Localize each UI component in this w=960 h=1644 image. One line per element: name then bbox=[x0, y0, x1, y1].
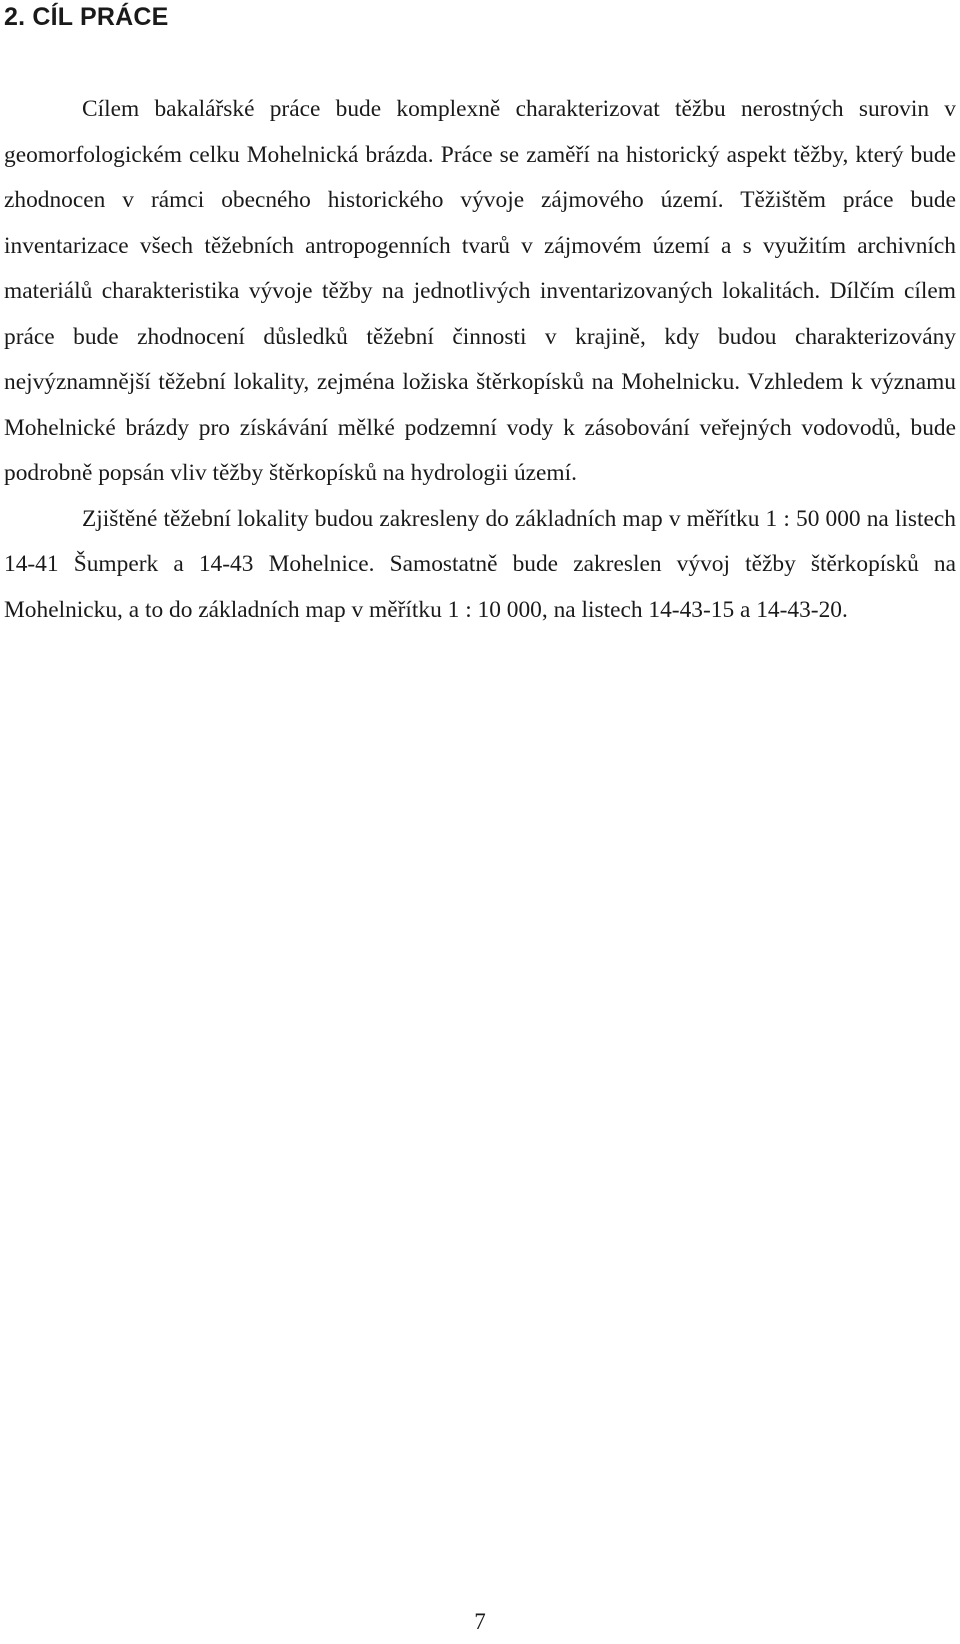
body-text bbox=[4, 87, 956, 633]
paragraph-objectives: Cílem bakalářské práce bude komplexně charakterizovat těžbu nerostných surovin v geomorfologickém celku Mohelnická brázda. Práce se zaměří na historický aspekt těžby, který bude zhodnocen v rámci obecného historického vývoje zájmového území. Těžištěm práce bude inventarizace všech těžebních antropogenních tvarů v zájmovém území a s využitím archivních materiálů charakteristika vývoje těžby na jednotlivých inventarizovaných lokalitách. Dílčím cílem práce bude zhodnocení důsledků těžební činnosti v krajině, kdy budou charakterizovány nejvýznamnější těžební lokality, zejména ložiska štěrkopísků na Mohelnicku. Vzhledem k významu Mohelnické brázdy pro získávání mělké podzemní vody k zásobování veřejných vodovodů, bude podrobně popsán vliv těžby štěrkopísků na hydrologii území. bbox=[4, 96, 956, 486]
page-number: 7 bbox=[474, 1609, 486, 1634]
section-heading: 2. CÍL PRÁCE bbox=[4, 3, 169, 31]
paragraph-mapping: Zjištěné těžební lokality budou zakresleny do základních map v měřítku 1 : 50 000 na listech 14-41 Šumperk a 14-43 Mohelnice. Samostatně bude zakreslen vývoj těžby štěrkopísků na Mohelnicku, a to do základních map v měřítku 1 : 10 000, na listech 14-43-15 a 14-43-20. bbox=[4, 505, 956, 623]
